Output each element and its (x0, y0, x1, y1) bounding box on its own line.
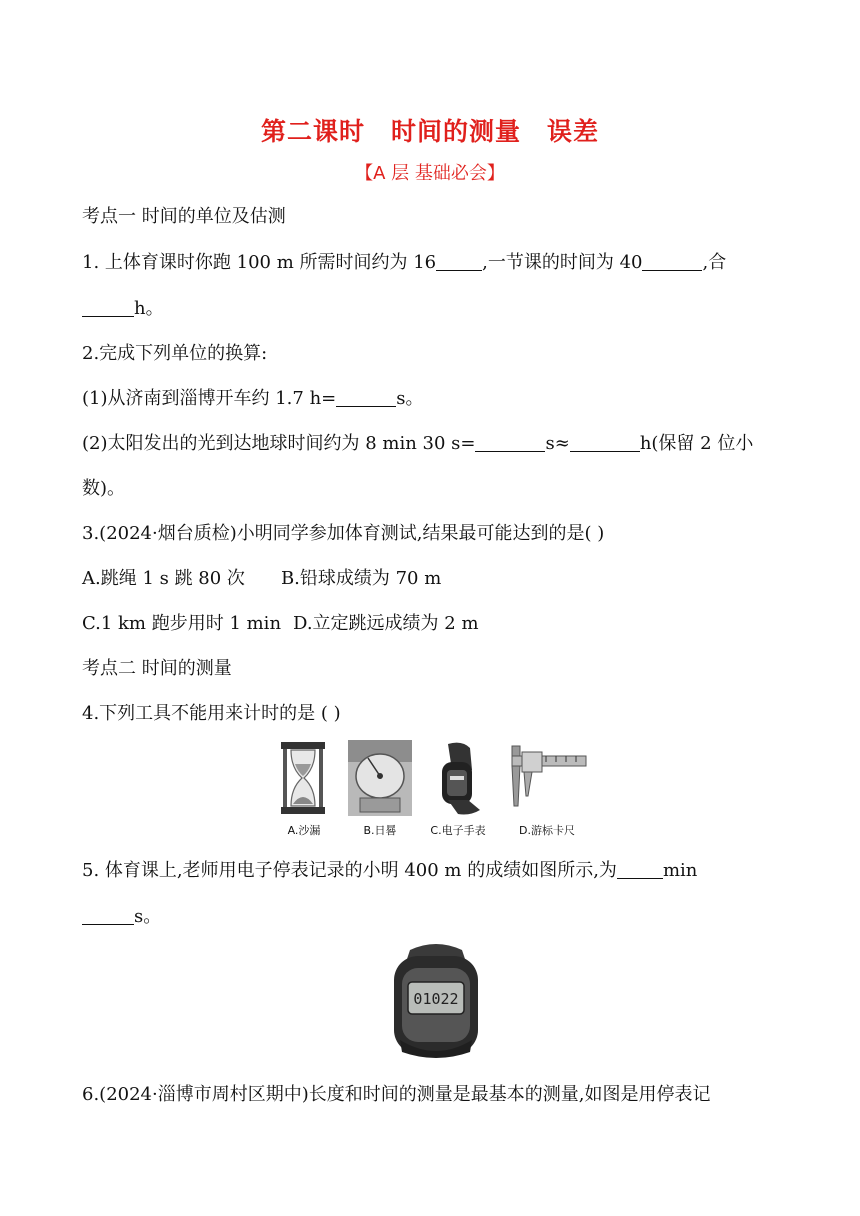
sundial-image (348, 740, 412, 816)
question-2: 2.完成下列单位的换算: (82, 343, 268, 364)
caliper-image (506, 740, 588, 816)
option-a[interactable]: A.跳绳 1 s 跳 80 次 (82, 568, 245, 589)
answer-blank[interactable] (570, 432, 640, 452)
q5-text: 5. 体育课上,老师用电子停表记录的小明 400 m 的成绩如图所示,为 (82, 860, 617, 881)
question-1 (82, 251, 726, 275)
answer-blank[interactable] (336, 387, 396, 407)
question-5-cont (82, 905, 161, 929)
stopwatch-display: 01022 (413, 990, 459, 1008)
question-1-cont (82, 297, 164, 321)
q1-text: h。 (134, 298, 164, 319)
answer-blank[interactable] (475, 432, 545, 452)
title-part: 第二课时 (260, 117, 365, 146)
section-heading: 考点一 时间的单位及估测 (82, 206, 286, 227)
section-heading: 考点二 时间的测量 (82, 658, 232, 679)
q2-text: s≈ (545, 433, 570, 454)
question-4: 4.下列工具不能用来计时的是 ( ) (82, 703, 341, 724)
answer-blank[interactable] (617, 859, 663, 879)
q2-text: (1)从济南到淄博开车约 1.7 h= (82, 388, 337, 409)
question-6: 6.(2024·淄博市周村区期中)长度和时间的测量是最基本的测量,如图是用停表记 (82, 1084, 711, 1105)
answer-blank[interactable] (436, 251, 482, 271)
stopwatch-image (392, 940, 480, 1058)
q2-text: s。 (396, 388, 424, 409)
question-3-options-cd (82, 612, 479, 636)
option-c[interactable]: C.1 km 跑步用时 1 min (82, 613, 282, 634)
figure-caption: D.游标卡尺 (519, 824, 575, 837)
question-3-options-ab (82, 567, 441, 591)
q1-text: 1. 上体育课时你跑 100 m 所需时间约为 16 (82, 252, 437, 273)
watch-image (428, 740, 488, 816)
answer-blank[interactable] (82, 297, 134, 317)
figure-caption: B.日晷 (363, 824, 397, 837)
question-2-part-1 (82, 387, 424, 411)
hourglass-image (278, 740, 328, 816)
figure-caption: C.电子手表 (430, 824, 486, 837)
question-3: 3.(2024·烟台质检)小明同学参加体育测试,结果最可能达到的是( ) (82, 523, 605, 544)
question-2-part-2-cont: 数)。 (82, 478, 126, 499)
figure-caption: A.沙漏 (287, 824, 321, 837)
page-title (0, 112, 860, 148)
title-part: 时间的测量 (390, 117, 521, 146)
question-5 (82, 859, 697, 883)
q5-text: s。 (134, 906, 162, 927)
title-part: 误差 (547, 117, 600, 146)
level-heading: 【A 层 基础必会】 (355, 163, 505, 184)
q5-text: min (662, 860, 698, 881)
q1-text: ,一节课的时间为 40 (482, 252, 643, 273)
question-2-part-2 (82, 432, 753, 456)
q2-text: (2)太阳发出的光到达地球时间约为 8 min 30 s= (82, 433, 476, 454)
option-b[interactable]: B.铅球成绩为 70 m (280, 568, 442, 589)
q2-text: h(保留 2 位小 (639, 433, 754, 454)
answer-blank[interactable] (642, 251, 702, 271)
option-d[interactable]: D.立定跳远成绩为 2 m (293, 613, 479, 634)
answer-blank[interactable] (82, 905, 134, 925)
q1-text: ,合 (702, 252, 727, 273)
question-4-figures (278, 740, 588, 840)
